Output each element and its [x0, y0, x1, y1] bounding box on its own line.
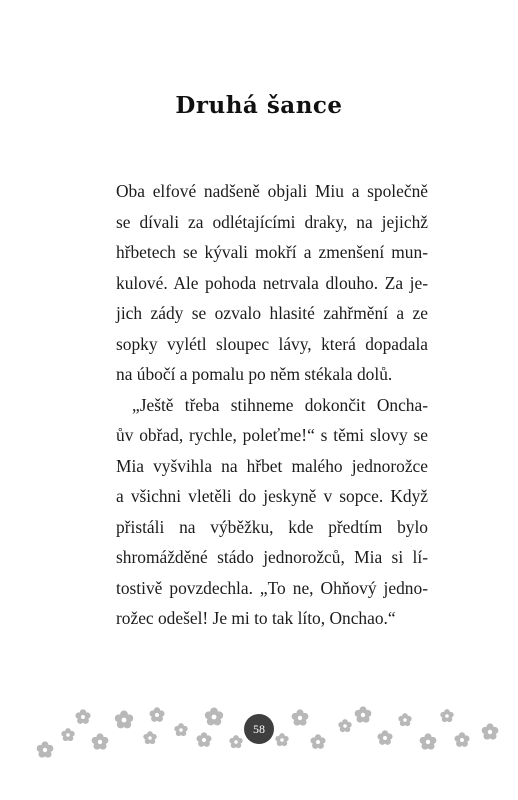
- flower-icon: [292, 709, 309, 725]
- flower-icon: [75, 709, 90, 724]
- text-line: „Ještě třeba stihneme dokončit Oncha-: [132, 394, 428, 415]
- text-line: hřbetech se kývali mokří a zmenšení mun-: [116, 242, 428, 262]
- text-line: sopky vylétl sloupec lávy, která dopadala: [116, 333, 428, 354]
- flower-icon: [355, 706, 372, 722]
- flower-icon: [115, 711, 133, 729]
- chapter-title: Druhá šance: [175, 92, 343, 119]
- flower-icon: [196, 732, 211, 747]
- flower-icon: [440, 709, 453, 722]
- flower-icon: [398, 713, 411, 726]
- text-line: ův obřad, rychle, poleťme!“ s těmi slovy se: [116, 425, 428, 445]
- flower-icon: [174, 723, 187, 736]
- flower-icon: [205, 708, 223, 726]
- text-line: na úbočí a pomalu po něm stékala dolů.: [116, 364, 393, 384]
- text-line: rožec odešel! Je mi to tak líto, Onchao.“: [116, 608, 396, 628]
- text-line: kulové. Ale pohoda netrvala dlouho. Za je-: [116, 272, 428, 293]
- text-line: shromážděné stádo jednorožců, Mia si lí-: [116, 547, 428, 567]
- flower-icon: [61, 728, 74, 741]
- flower-icon: [275, 733, 288, 746]
- flower-icon: [338, 719, 351, 732]
- flower-icon: [454, 732, 469, 747]
- flower-icon: [229, 735, 242, 748]
- flower-icon: [37, 741, 54, 757]
- text-line: Oba elfové nadšeně objali Miu a společně: [116, 181, 428, 201]
- page-number-badge: 58: [244, 714, 274, 744]
- flower-icon: [482, 723, 499, 739]
- text-line: a všichni vletěli do jeskyně v sopce. Když: [116, 486, 428, 506]
- flower-icon: [310, 734, 325, 749]
- flower-icon: [149, 707, 164, 722]
- text-line: se dívali za odlétajícími draky, na jejichž: [116, 211, 428, 232]
- body-text: [116, 176, 428, 634]
- text-line: Mia vyšvihla na hřbet malého jednorožce: [116, 455, 428, 476]
- flower-icon: [92, 733, 109, 749]
- flower-icon: [143, 731, 156, 744]
- flower-icon: [377, 730, 392, 745]
- text-line: jich zády se ozvalo hlasité zahřmění a ze: [116, 303, 428, 323]
- flower-icon: [420, 733, 437, 749]
- text-line: tostivě povzdechla. „To ne, Ohňový jedno-: [116, 577, 428, 598]
- text-line: přistáli na výběžku, kde předtím bylo: [116, 516, 428, 537]
